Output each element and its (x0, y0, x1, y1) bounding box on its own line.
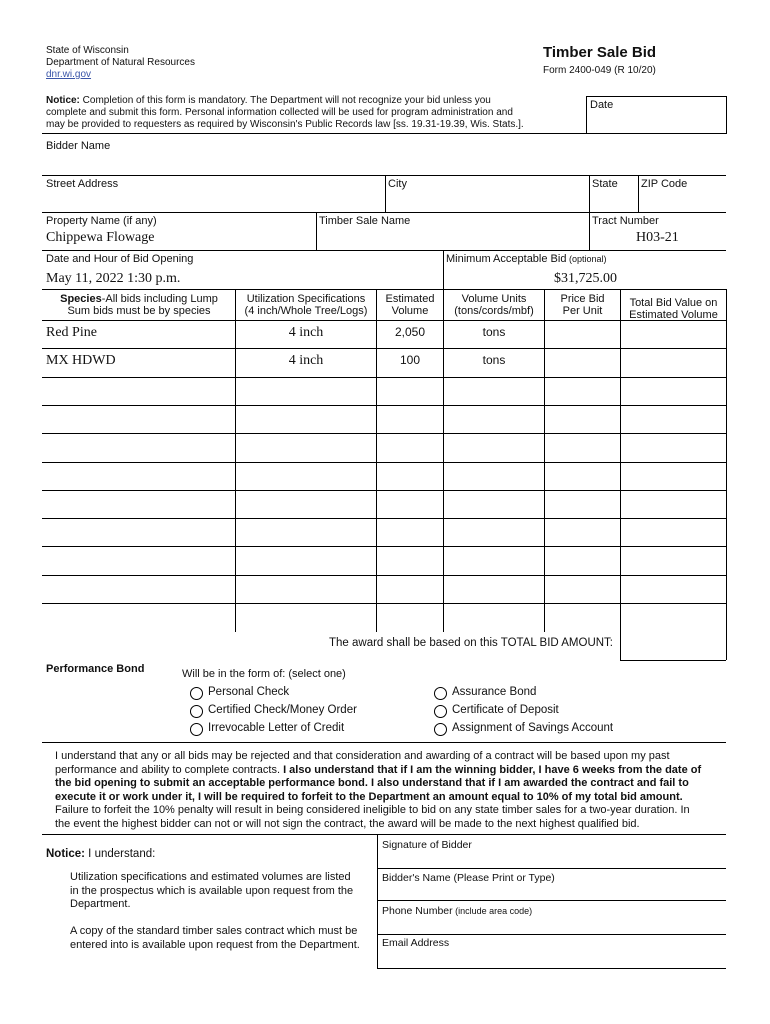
cell-units[interactable] (444, 382, 544, 404)
col-units-header: Volume Units (tons/cords/mbf) (454, 293, 534, 317)
cell-species[interactable] (46, 382, 234, 404)
cell-price[interactable] (545, 382, 620, 404)
cell-total[interactable] (621, 580, 726, 602)
cell-util[interactable] (236, 467, 376, 489)
cell-util[interactable]: 4 inch (288, 353, 324, 369)
notice-label: Notice: (46, 95, 80, 106)
option-savings-account: Assignment of Savings Account (452, 722, 614, 734)
option-letter-of-credit: Irrevocable Letter of Credit (208, 722, 345, 734)
min-bid-value[interactable]: $31,725.00 (554, 271, 617, 286)
city-label: City (388, 178, 407, 190)
property-name-label: Property Name (if any) (46, 215, 157, 227)
signature-input[interactable] (380, 852, 724, 868)
cell-price[interactable] (545, 523, 620, 545)
radio-assurance-bond[interactable] (434, 687, 447, 700)
form-number: Form 2400-049 (R 10/20) (543, 65, 656, 76)
col-total-header: Total Bid Value on Estimated Volume (629, 297, 718, 321)
bond-prompt: Will be in the form of: (select one) (182, 668, 346, 680)
understand-notice: Notice: I understand: (46, 848, 156, 860)
cell-species[interactable] (46, 551, 234, 573)
total-bid-amount-input[interactable] (622, 634, 724, 658)
street-address-label: Street Address (46, 178, 119, 190)
phone-input[interactable] (380, 918, 724, 932)
agency-state: State of Wisconsin (46, 45, 129, 56)
bidder-name-label: Bidder Name (46, 140, 111, 152)
option-certificate-deposit: Certificate of Deposit (452, 704, 559, 716)
cell-util[interactable] (236, 523, 376, 545)
form-title: Timber Sale Bid (543, 44, 657, 61)
cell-species[interactable] (46, 410, 234, 432)
privacy-notice: Notice: Completion of this form is mandatory. The Department will not recognize your bid unless you complete and submit this form. Personal information collected will be used for program administration and may be provided to requesters as required by Wisconsin's Public Records law [ss. 19.31-19.39, Wis. Stats.]. (46, 95, 524, 130)
cell-util[interactable] (236, 438, 376, 460)
cell-price[interactable] (545, 551, 620, 573)
timber-sale-name-input[interactable] (318, 228, 588, 248)
cell-total[interactable] (621, 495, 726, 517)
cell-units[interactable] (444, 438, 544, 460)
cell-units[interactable] (444, 495, 544, 517)
radio-certificate-deposit[interactable] (434, 705, 447, 718)
terms-paragraph: I understand that any or all bids may be rejected and that consideration and awarding of a contract will be based upon my past performance and ability to complete contracts. I also understand that if I am the winning bidder, I have 6 weeks from the date of the bid opening to submit an acceptable performance bond. I also understand that if I am awarded the contract and fail to execute it or work under it, I will be required to forfeit to the Department an amount equal to 10% of my total bid amount. Failure to forfeit the 10% penalty will result in being considered ineligible to bid on any state timber sales for a two-year duration. In the event the highest bidder can not or will not sign the contract, the award will be made to the next highest qualified bid. (55, 750, 702, 830)
radio-letter-of-credit[interactable] (190, 723, 203, 736)
cell-species[interactable] (46, 438, 234, 460)
cell-units[interactable]: tons (482, 353, 506, 368)
cell-units[interactable] (444, 467, 544, 489)
cell-units[interactable] (444, 551, 544, 573)
cell-volume[interactable] (377, 495, 443, 517)
cell-total[interactable] (621, 523, 726, 545)
notice-item-contract: A copy of the standard timber sales contract which must be entered into is available upon request from the Department. (70, 925, 360, 951)
cell-units[interactable]: tons (482, 325, 506, 339)
col-species-header: Species-All bids including Lump Sum bids must be by species (60, 293, 218, 317)
cell-total[interactable] (621, 353, 726, 375)
bidder-name-input[interactable] (44, 152, 724, 174)
cell-util[interactable] (236, 495, 376, 517)
bid-opening-label: Date and Hour of Bid Opening (46, 253, 194, 265)
printed-name-label: Bidder's Name (Please Print or Type) (382, 872, 555, 884)
performance-bond-label: Performance Bond (46, 663, 145, 675)
cell-volume[interactable]: 2,050 (394, 325, 426, 339)
cell-util[interactable] (236, 410, 376, 432)
bid-opening-value[interactable]: May 11, 2022 1:30 p.m. (46, 271, 181, 286)
property-name-value[interactable]: Chippewa Flowage (46, 230, 155, 245)
cell-price[interactable] (545, 410, 620, 432)
street-address-input[interactable] (44, 190, 384, 210)
radio-savings-account[interactable] (434, 723, 447, 736)
cell-util[interactable] (236, 382, 376, 404)
cell-util[interactable] (236, 551, 376, 573)
cell-price[interactable] (545, 495, 620, 517)
cell-species[interactable]: MX HDWD (46, 353, 116, 369)
cell-volume[interactable] (377, 410, 443, 432)
printed-name-input[interactable] (380, 885, 724, 899)
phone-label: Phone Number (include area code) (382, 905, 533, 917)
cell-species[interactable] (46, 467, 234, 489)
cell-species[interactable] (46, 523, 234, 545)
cell-species[interactable]: Red Pine (46, 325, 97, 340)
option-personal-check: Personal Check (208, 686, 290, 698)
option-assurance-bond: Assurance Bond (452, 686, 537, 698)
total-bid-label: The award shall be based on this TOTAL BID AMOUNT: (329, 637, 614, 649)
cell-total[interactable] (621, 438, 726, 460)
col-price-header: Price Bid Per Unit (560, 293, 605, 317)
cell-volume[interactable]: 100 (399, 353, 421, 368)
zip-input[interactable] (640, 190, 724, 210)
email-label: Email Address (382, 937, 450, 949)
radio-certified-check[interactable] (190, 705, 203, 718)
cell-units[interactable] (444, 580, 544, 602)
tract-number-label: Tract Number (592, 215, 659, 227)
cell-total[interactable] (621, 382, 726, 404)
cell-species[interactable] (46, 495, 234, 517)
min-bid-label: Minimum Acceptable Bid (optional) (446, 253, 607, 265)
timber-sale-name-label: Timber Sale Name (319, 215, 411, 227)
city-input[interactable] (387, 190, 587, 210)
cell-species[interactable] (46, 580, 234, 602)
cell-total[interactable] (621, 467, 726, 489)
state-label: State (592, 178, 618, 190)
cell-volume[interactable] (377, 382, 443, 404)
cell-volume[interactable] (377, 523, 443, 545)
cell-units[interactable] (444, 523, 544, 545)
cell-total[interactable] (621, 410, 726, 432)
date-label: Date (590, 99, 614, 111)
cell-price[interactable] (545, 353, 620, 375)
cell-price[interactable] (545, 325, 620, 347)
cell-volume[interactable] (377, 467, 443, 489)
cell-total[interactable] (621, 325, 726, 347)
radio-personal-check[interactable] (190, 687, 203, 700)
cell-util[interactable]: 4 inch (288, 325, 324, 340)
cell-volume[interactable] (377, 551, 443, 573)
cell-price[interactable] (545, 580, 620, 602)
option-certified-check: Certified Check/Money Order (208, 704, 357, 716)
col-utilization-header: Utilization Specifications (4 inch/Whole Tree/Logs) (244, 293, 368, 317)
notice-item-prospectus: Utilization specifications and estimated volumes are listed in the prospectus which is available upon request from the Department. (70, 871, 354, 910)
cell-util[interactable] (236, 580, 376, 602)
website-link[interactable]: dnr.wi.gov (46, 69, 92, 80)
tract-number-value[interactable]: H03-21 (636, 230, 679, 245)
state-input[interactable] (591, 190, 637, 210)
agency-department: Department of Natural Resources (46, 57, 195, 68)
cell-price[interactable] (545, 467, 620, 489)
cell-volume[interactable] (377, 580, 443, 602)
col-volume-header: Estimated Volume (385, 293, 435, 317)
cell-units[interactable] (444, 410, 544, 432)
cell-total[interactable] (621, 551, 726, 573)
email-input[interactable] (380, 950, 724, 966)
signature-label: Signature of Bidder (382, 839, 472, 851)
cell-volume[interactable] (377, 438, 443, 460)
zip-label: ZIP Code (641, 178, 688, 190)
cell-price[interactable] (545, 438, 620, 460)
